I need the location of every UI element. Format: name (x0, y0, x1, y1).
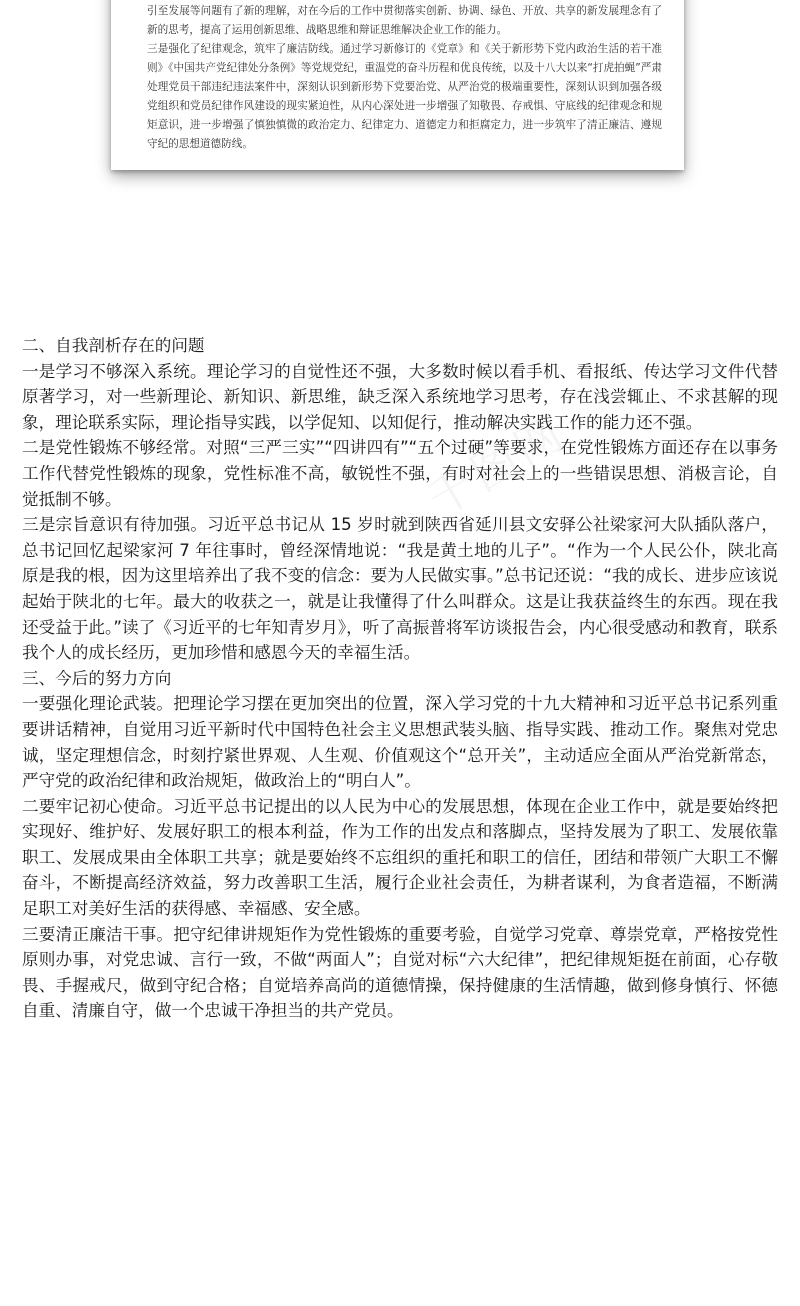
paragraph: 三要清正廉洁干事。把守纪律讲规矩作为党性锻炼的重要考验，自觉学习党章、尊崇党章，严格按党性原则办事，对党忠诚、言行一致，不做“两面人”；自觉对标“六大纪律”，把纪律规矩挺在前面，心存敬畏、手握戒尺，做到守纪合格；自觉培养高尚的道德情操，保持健康的生活情趣，做到修身慎行、怀德自重、清廉自守，做一个忠诚干净担当的共产党员。 (22, 924, 778, 1021)
preview-paragraph: 三是强化了纪律观念，筑牢了廉洁防线。通过学习新修订的《党章》和《关于新形势下党内政治生活的若干准则》《中国共产党纪律处分条例》等党规党纪，重温党的奋斗历程和优良传统，以及十八大以来“打虎拍蝇”严肃处理党员干部违纪违法案件中，深刻认识到新形势下党要治党、从严治党的极端重要性，深刻认识到加强各级党组织和党员纪律作风建设的现实紧迫性，从内心深处进一步增强了知敬畏、存戒惧、守底线的纪律观念和规矩意识，进一步增强了慎独慎微的政治定力、纪律定力、道德定力和拒腐定力，进一步筑牢了清正廉洁、遵规守纪的思想道德防线。 (147, 43, 662, 150)
document-preview-card (111, 0, 684, 170)
section-heading: 三、今后的努力方向 (22, 668, 172, 688)
preview-paragraph: 引至发展等问题有了新的理解，对在今后的工作中贯彻落实创新、协调、绿色、开放、共享的新发展理念有了新的思考，提高了运用创新思维、战略思维和辩证思维解决企业工作的能力。 (147, 5, 662, 36)
paragraph: 三是宗旨意识有待加强。习近平总书记从 15 岁时就到陕西省延川县文安驿公社梁家河大队插队落户，总书记回忆起梁家河 7 年往事时，曾经深情地说：“我是黄土地的儿子”。“作为一个人民公仆，陕北高原是我的根，因为这里培养出了我不变的信念：要为人民做实事。”总书记还说：“我的成长、进步应该说起始于陕北的七年。最大的收获之一，就是让我懂得了什么叫群众。这是让我获益终生的东西。现在我还受益于此。”读了《习近平的七年知青岁月》，听了高振普将军访谈报告会，内心很受感动和教育，联系我个人的成长经历，更加珍惜和感恩今天的幸福生活。 (22, 515, 778, 663)
paragraph: 二是党性锻炼不够经常。对照“三严三实”“四讲四有”“五个过硬”等要求，在党性锻炼方面还存在以事务工作代替党性锻炼的现象，党性标准不高，敏锐性不强，有时对社会上的一些错误思想、消极言论，自觉抵制不够。 (22, 438, 778, 509)
paragraph: 一是学习不够深入系统。理论学习的自觉性还不强，大多数时候以看手机、看报纸、传达学习文件代替原著学习，对一些新理论、新知识、新思维，缺乏深入系统地学习思考，存在浅尝辄止、不求甚解的现象，理论联系实际，理论指导实践，以学促知、以知促行，推动解决实践工作的能力还不强。 (22, 361, 778, 432)
paragraph: 一要强化理论武装。把理论学习摆在更加突出的位置，深入学习党的十九大精神和习近平总书记系列重要讲话精神，自觉用习近平新时代中国特色社会主义思想武装头脑、指导实践、推动工作。聚焦对党忠诚，坚定理想信念，时刻拧紧世界观、人生观、价值观这个“总开关”，主动适应全面从严治党新常态，严守党的政治纪律和政治规矩，做政治上的“明白人”。 (22, 694, 778, 791)
article-body (22, 333, 778, 1024)
paragraph: 二要牢记初心使命。习近平总书记提出的以人民为中心的发展思想，体现在企业工作中，就是要始终把实现好、维护好、发展好职工的根本利益，作为工作的出发点和落脚点，坚持发展为了职工、发展依靠职工、发展成果由全体职工共享；就是要始终不忘组织的重托和职工的信任，团结和带领广大职工不懈奋斗，不断提高经济效益，努力改善职工生活，履行企业社会责任，为耕者谋利，为食者造福，不断满足职工对美好生活的获得感、幸福感、安全感。 (22, 796, 778, 919)
preview-text (147, 2, 662, 154)
section-heading: 二、自我剖析存在的问题 (22, 336, 205, 355)
